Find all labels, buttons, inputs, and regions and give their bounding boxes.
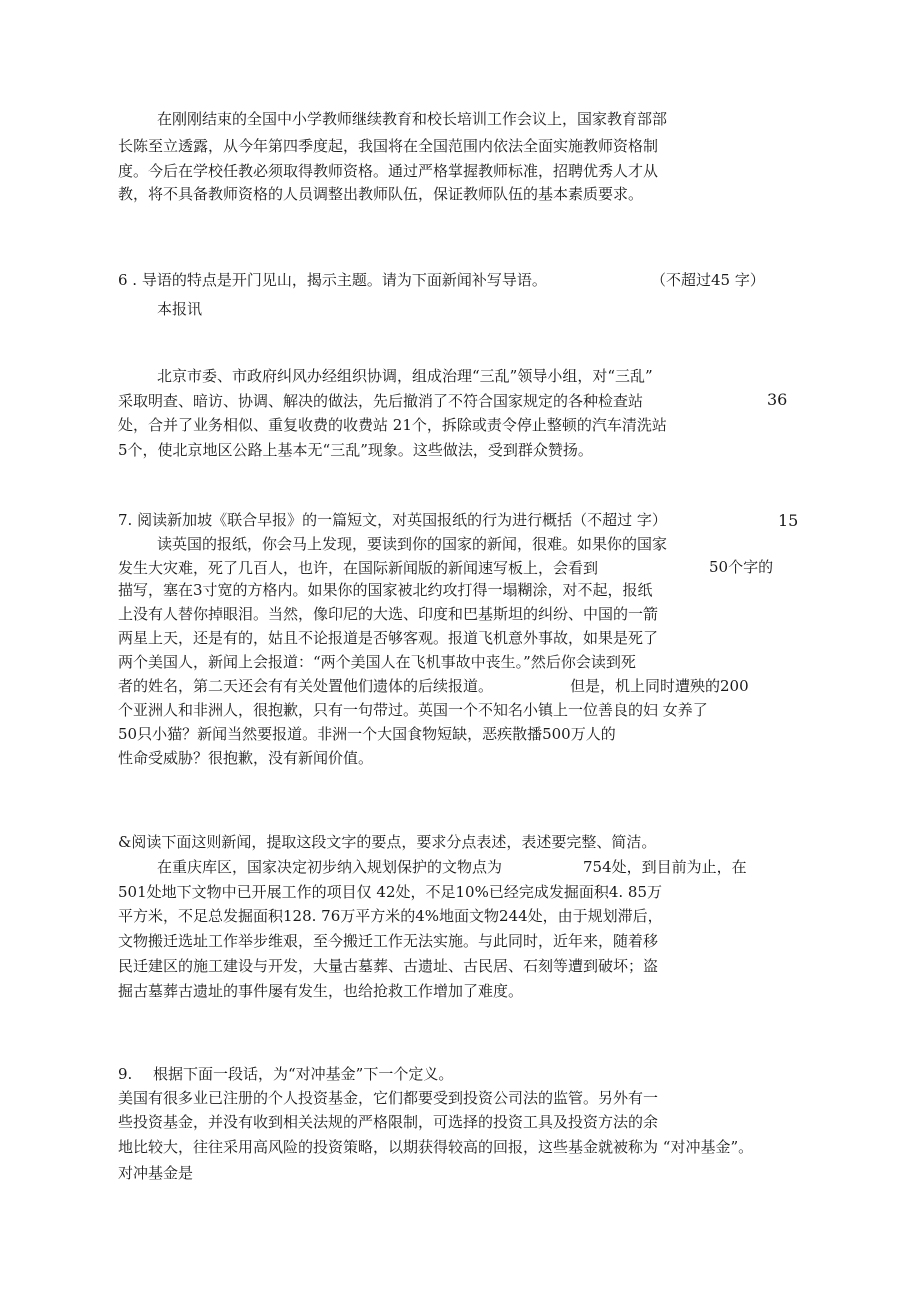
q7-line-7: 者的姓名，第二天还会有有关处置他们遗体的后续报道。: [118, 677, 494, 695]
q6-question: 6 . 导语的特点是开门见山，揭示主题。请为下面新闻补写导语。: [118, 271, 547, 289]
q9-question: 根据下面一段话，为“对冲基金”下一个定义。: [153, 1065, 454, 1083]
q6-side-number: 36: [767, 390, 788, 409]
q7-line-3: 描写，塞在3寸宽的方格内。如果你的国家被北约攻打得一塌糊涂，对不起，报纸: [118, 581, 653, 599]
q6-source: 本报讯: [157, 300, 203, 318]
q8-line-1b: 754处，到目前为止，在: [583, 858, 747, 876]
q8-line-3: 平方米，不足总发掘面积128. 76万平方米的4%地面文物244处，由于规划滞后，: [118, 907, 663, 925]
q9-line-2: 些投资基金，并没有收到相关法规的严格限制，可选择的投资工具及投资方法的余: [118, 1113, 659, 1131]
q7-line-5: 两星上天，还是有的，姑且不论报道是否够客观。报道飞机意外事故，如果是死了: [118, 629, 659, 647]
q8-line-6: 掘古墓葬古遗址的事件屡有发生，也给抢救工作增加了难度。: [118, 982, 524, 1000]
q9-number: 9.: [118, 1065, 133, 1083]
q7-line-4: 上没有人替你掉眼泪。当然，像印尼的大选、印度和巴基斯坦的纠纷、中国的一箭: [118, 605, 659, 623]
para1-line-2: 长陈至立透露，从今年第四季度起，我国将在全国范围内依法全面实施教师资格制: [118, 137, 659, 155]
q8-line-2: 501处地下文物中已开展工作的项目仅 42处，不足10%已经完成发掘面积4. 85万: [118, 883, 662, 901]
q7-line-2: 发生大灾难，死了几百人，也许，在国际新闻版的新闻速写板上，会看到: [118, 559, 599, 577]
q7-line-9: 50只小猫？新闻当然要报道。非洲一个大国食物短缺，恶疾散播500万人的: [118, 725, 616, 743]
para1-line-3: 度。今后在学校任教必须取得教师资格。通过严格掌握教师标准，招聘优秀人才从: [118, 162, 659, 180]
q8-line-1a: 在重庆库区，国家决定初步纳入规划保护的文物点为: [157, 858, 503, 876]
q6-line-2: 采取明查、暗访、协调、解决的做法，先后撤消了不符合国家规定的各种检查站: [118, 392, 644, 410]
q9-line-4: 对冲基金是: [118, 1164, 194, 1182]
q8-line-5: 民迁建区的施工建设与开发，大量古墓葬、古遗址、古民居、石刻等遭到破坏；盗: [118, 957, 659, 975]
q6-line-3: 处，合并了业务相似、重复收费的收费站 21个，拆除或责令停止整顿的汽车清洗站: [118, 416, 667, 434]
q6-word-limit: （不超过45 字）: [651, 271, 765, 289]
q8-question: &阅读下面这则新闻，提取这段文字的要点，要求分点表述，表述要完整、简洁。: [118, 833, 657, 851]
q7-question: 7. 阅读新加坡《联合早报》的一篇短文，对英国报纸的行为进行概括（不超过 字）: [118, 511, 667, 529]
q7-line-10: 性命受威胁？很抱歉，没有新闻价值。: [118, 749, 374, 767]
q7-line-8: 个亚洲人和非洲人，很抱歉，只有一句带过。英国一个不知名小镇上一位善良的妇 女养了: [118, 701, 708, 719]
q7-line-1: 读英国的报纸，你会马上发现，要读到你的国家的新闻，很难。如果你的国家: [157, 535, 668, 553]
para1-line-1: 在刚刚结束的全国中小学教师继续教育和校长培训工作会议上，国家教育部部: [157, 110, 668, 128]
q7-line-7-tail: 但是，机上同时遭殃的200: [570, 677, 749, 695]
para1-line-4: 教，将不具备教师资格的人员调整出教师队伍，保证教师队伍的基本素质要求。: [118, 185, 644, 203]
q7-side-text: 50个字的: [709, 558, 774, 576]
q9-line-3: 地比较大，往往采用高风险的投资策略，以期获得较高的回报，这些基金就被称为 “对冲基金”。: [118, 1138, 754, 1156]
q6-line-1: 北京市委、市政府纠风办经组织协调，组成治理“三乱”领导小组，对“三乱”: [157, 367, 653, 385]
q9-line-1: 美国有很多业已注册的个人投资基金，它们都要受到投资公司法的监管。另外有一: [118, 1089, 659, 1107]
q7-side-number: 15: [778, 511, 799, 530]
q8-line-4: 文物搬迁选址工作举步维艰，至今搬迁工作无法实施。与此同时，近年来，随着移: [118, 932, 659, 950]
q6-line-4: 5个，使北京地区公路上基本无“三乱”现象。这些做法，受到群众赞扬。: [118, 441, 593, 459]
q7-line-6: 两个美国人，新闻上会报道：“两个美国人在飞机事故中丧生。”然后你会读到死: [118, 653, 636, 671]
